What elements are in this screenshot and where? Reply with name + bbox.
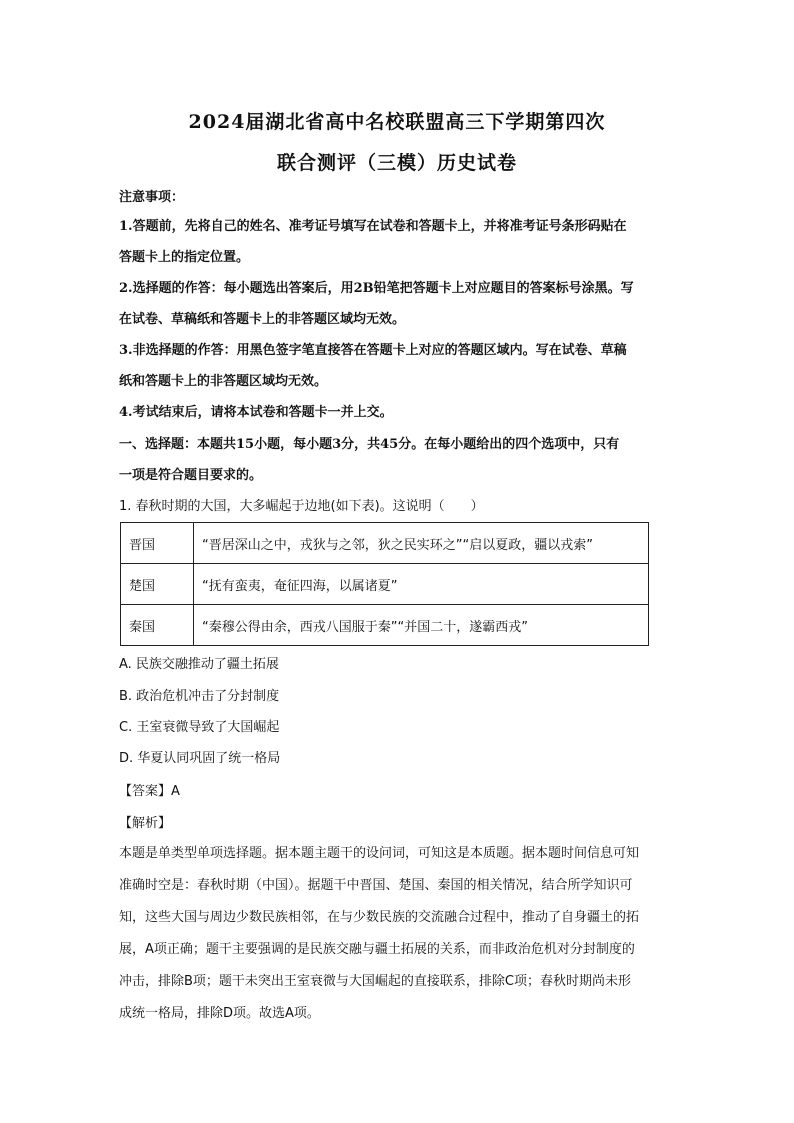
table-cell-quote: “秦穆公得由余，西戎八国服于秦”“并国二十，遂霸西戎” — [194, 605, 649, 646]
analysis-line: 冲击，排除B项；题干未突出王室衰微与大国崛起的直接联系，排除C项；春秋时期尚未形 — [119, 974, 631, 989]
exam-title-line-1: 2024届湖北省高中名校联盟高三下学期第四次 — [188, 111, 606, 133]
table-cell-state: 楚国 — [121, 564, 194, 605]
notice-line: 1.答题前，先将自己的姓名、准考证号填写在试卷和答题卡上，并将准考证号条形码贴在 — [119, 219, 627, 234]
analysis-line: 展，A项正确；题干主要强调的是民族交融与疆土拓展的关系，而非政治危机对分封制度的 — [119, 942, 635, 957]
table-row — [121, 564, 649, 605]
table-row — [121, 523, 649, 564]
analysis-line: 成统一格局，排除D项。故选A项。 — [119, 1006, 320, 1021]
analysis-text — [119, 842, 679, 1026]
notice-line: 答题卡上的指定位置。 — [119, 250, 250, 265]
table-row — [121, 605, 649, 646]
notice-line: 3.非选择题的作答：用黑色签字笔直接答在答题卡上对应的答题区域内。写在试卷、草稿 — [119, 343, 627, 358]
option-a: A. 民族交融推动了疆土拓展 — [119, 657, 279, 672]
analysis-line: 本题是单类型单项选择题。据本题主题干的设问词，可知这是本质题。据本题时间信息可知 — [119, 846, 640, 861]
table-cell-quote: “抚有蛮夷，奄征四海，以属诸夏” — [194, 564, 649, 605]
question-table — [120, 522, 649, 646]
answer-label: 【答案】A — [119, 784, 180, 799]
notice-line: 在试卷、草稿纸和答题卡上的非答题区域均无效。 — [119, 312, 406, 327]
section-heading-line-2: 一项是符合题目要求的。 — [119, 468, 263, 483]
notice-line: 2.选择题的作答：每小题选出答案后，用2B铅笔把答题卡上对应题目的答案标号涂黑。写 — [119, 281, 634, 296]
analysis-line: 准确时空是：春秋时期（中国）。据题干中晋国、楚国、秦国的相关情况，结合所学知识可 — [119, 878, 633, 893]
table-cell-quote: “晋居深山之中，戎狄与之邻，狄之民实环之”“启以夏政，疆以戎索” — [194, 523, 649, 564]
table-cell-state: 晋国 — [121, 523, 194, 564]
notice-line: 纸和答题卡上的非答题区域均无效。 — [119, 374, 328, 389]
notice-heading: 注意事项： — [119, 190, 185, 205]
notice-line: 4.考试结束后，请将本试卷和答题卡一并上交。 — [119, 405, 393, 420]
option-c: C. 王室衰微导致了大国崛起 — [119, 720, 280, 735]
option-d: D. 华夏认同巩固了统一格局 — [119, 751, 281, 766]
exam-title-line-2: 联合测评（三模）历史试卷 — [276, 152, 517, 174]
question-stem: 1. 春秋时期的大国，大多崛起于边地(如下表)。这说明（ ） — [119, 499, 484, 514]
analysis-label: 【解析】 — [119, 816, 172, 831]
option-b: B. 政治危机冲击了分封制度 — [119, 689, 280, 704]
table-cell-state: 秦国 — [121, 605, 194, 646]
section-heading-line-1: 一、选择题：本题共15小题，每小题3分，共45分。在每小题给出的四个选项中，只有 — [119, 437, 620, 452]
analysis-line: 知，这些大国与周边少数民族相邻，在与少数民族的交流融合过程中，推动了自身疆土的拓 — [119, 910, 640, 925]
